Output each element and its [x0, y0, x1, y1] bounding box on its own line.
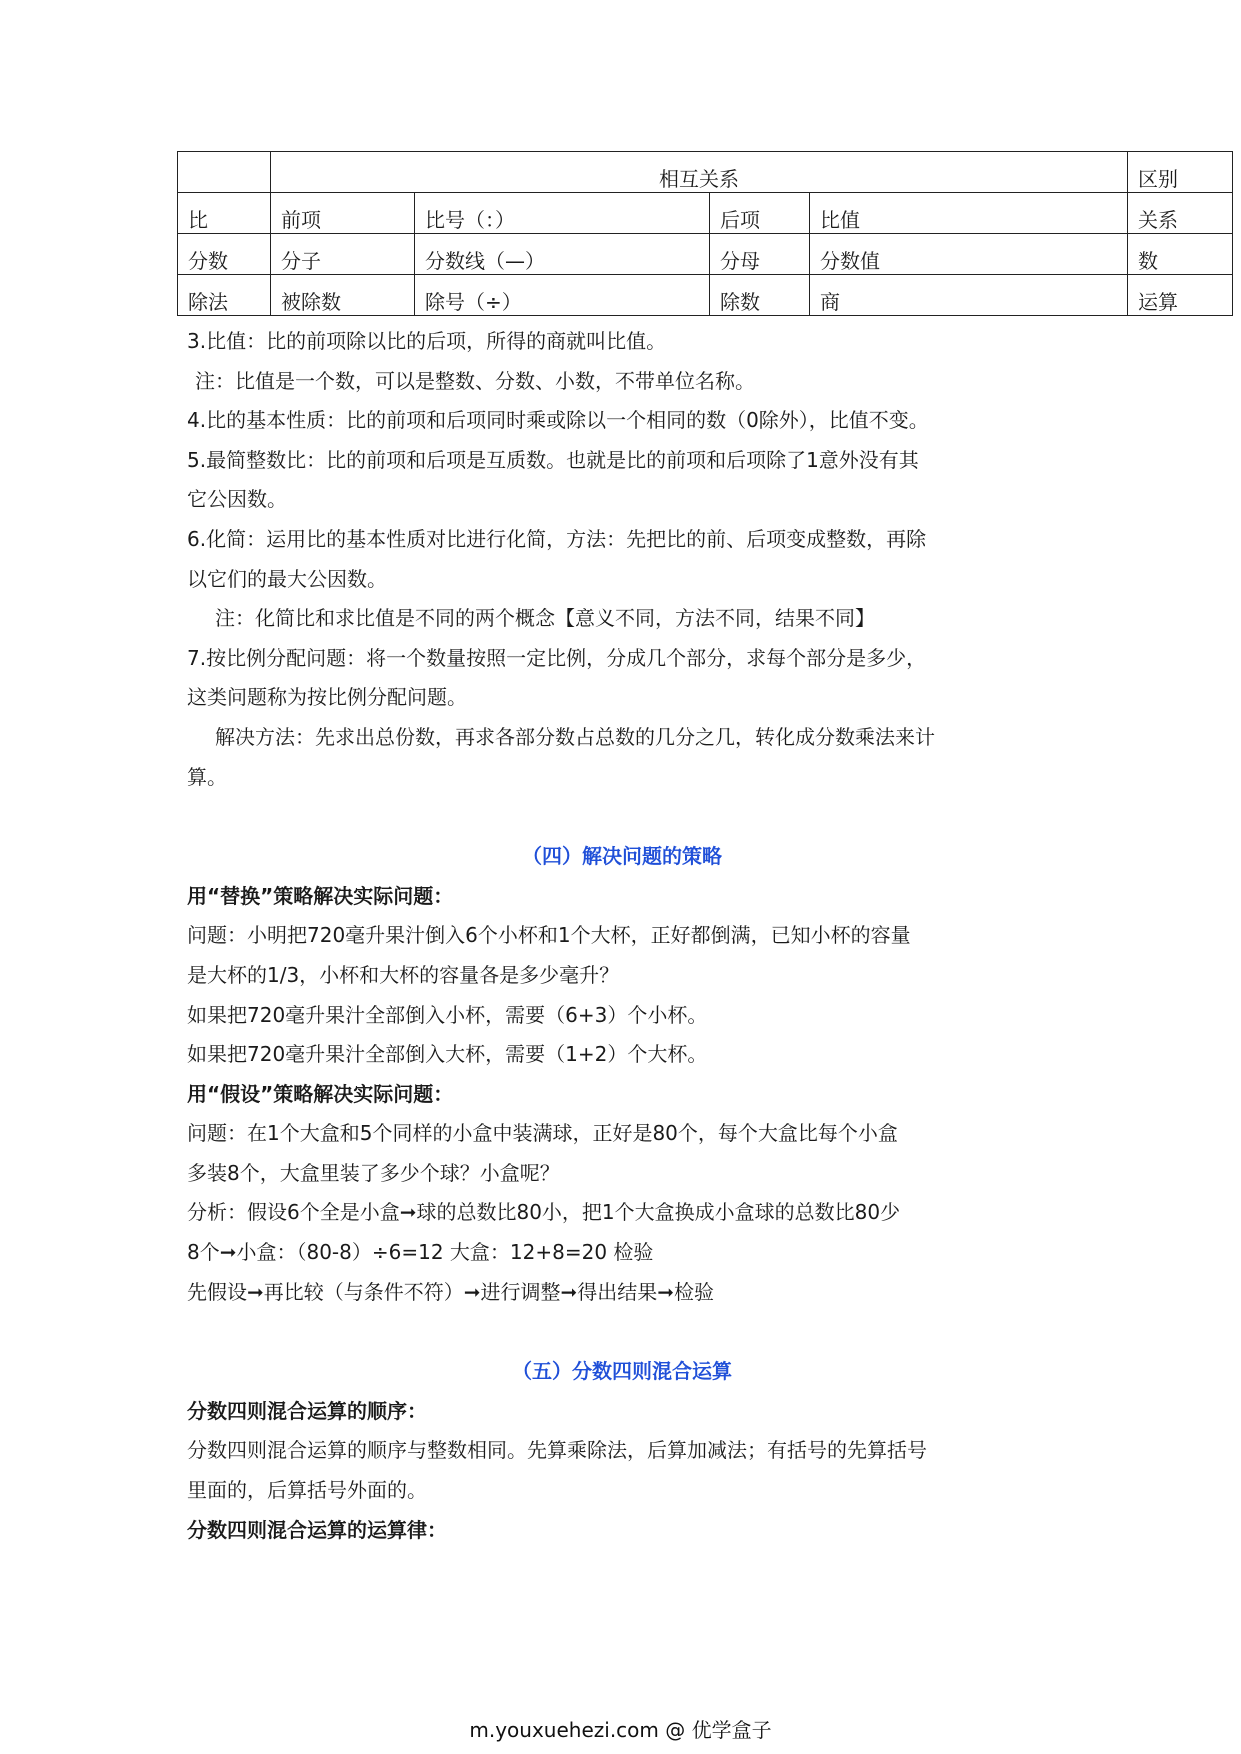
table-cell: 除数	[710, 275, 810, 316]
text-line: 这类问题称为按比例分配问题。	[187, 685, 467, 710]
ratio-relation-table	[177, 151, 1233, 316]
table-row	[178, 275, 1233, 316]
table-row	[178, 234, 1233, 275]
text-line: 6.化简：运用比的基本性质对比进行化简，方法：先把比的前、后项变成整数，再除	[187, 526, 927, 551]
text-line: 算。	[187, 764, 227, 789]
table-cell: 分子	[271, 234, 415, 275]
table-cell: 比	[178, 193, 271, 234]
table-cell: 后项	[710, 193, 810, 234]
document-body	[187, 322, 1057, 1550]
table-header-row	[178, 152, 1233, 193]
table-cell: 除号（÷）	[415, 275, 710, 316]
table-cell: 被除数	[271, 275, 415, 316]
table-cell	[178, 152, 271, 193]
text-line: 是大杯的1/3，小杯和大杯的容量各是多少毫升？	[187, 962, 620, 987]
text-line: 注：化简比和求比值是不同的两个概念【意义不同，方法不同，结果不同】	[215, 606, 875, 631]
table-header-difference: 区别	[1128, 152, 1233, 193]
subheading-order: 分数四则混合运算的顺序：	[187, 1398, 427, 1423]
text-line: 先假设➞再比较（与条件不符）➞进行调整➞得出结果➞检验	[187, 1279, 715, 1304]
text-line: 解决方法：先求出总份数，再求各部分数占总数的几分之几，转化成分数乘法来计	[215, 724, 935, 749]
text-line: 分数四则混合运算的顺序与整数相同。先算乘除法，后算加减法；有括号的先算括号	[187, 1438, 927, 1463]
subheading-assumption: 用“假设”策略解决实际问题：	[187, 1081, 454, 1106]
table-cell: 数	[1128, 234, 1233, 275]
subheading-laws: 分数四则混合运算的运算律：	[187, 1517, 447, 1542]
text-line: 以它们的最大公因数。	[187, 566, 387, 591]
text-line: 7.按比例分配问题：将一个数量按照一定比例，分成几个部分，求每个部分是多少，	[187, 645, 927, 670]
table-cell: 商	[810, 275, 1128, 316]
text-line: 问题：小明把720毫升果汁倒入6个小杯和1个大杯，正好都倒满，已知小杯的容量	[187, 923, 911, 948]
table-cell: 前项	[271, 193, 415, 234]
subheading-replacement: 用“替换”策略解决实际问题：	[187, 883, 454, 908]
section-heading-fraction-operations: （五）分数四则混合运算	[512, 1359, 732, 1384]
table-cell: 分数值	[810, 234, 1128, 275]
table-cell: 比值	[810, 193, 1128, 234]
section-heading-strategies: （四）解决问题的策略	[522, 844, 722, 869]
text-line: 里面的，后算括号外面的。	[187, 1478, 427, 1503]
page-footer: m.youxuehezi.com @ 优学盒子	[469, 1718, 772, 1742]
text-line: 如果把720毫升果汁全部倒入大杯，需要（1+2）个大杯。	[187, 1042, 708, 1067]
table-cell: 除法	[178, 275, 271, 316]
text-line: 3.比值：比的前项除以比的后项，所得的商就叫比值。	[187, 329, 667, 353]
text-line: 问题：在1个大盒和5个同样的小盒中装满球，正好是80个，每个大盒比每个小盒	[187, 1121, 898, 1146]
table-row	[178, 193, 1233, 234]
table-cell: 分母	[710, 234, 810, 275]
text-line: 8个➞小盒：（80-8）÷6=12 大盒：12+8=20 检验	[187, 1240, 654, 1265]
text-line: 如果把720毫升果汁全部倒入小杯，需要（6+3）个小杯。	[187, 1002, 708, 1027]
text-line: 4.比的基本性质：比的前项和后项同时乘或除以一个相同的数（0除外），比值不变。	[187, 408, 929, 433]
table-cell: 分数	[178, 234, 271, 275]
text-line: 分析：假设6个全是小盒➞球的总数比80小，把1个大盒换成小盒球的总数比80少	[187, 1200, 901, 1225]
table-cell: 分数线（—）	[415, 234, 710, 275]
table-header-relation: 相互关系	[271, 152, 1128, 193]
table-cell: 比号（：）	[415, 193, 710, 234]
text-line: 多装8个，大盒里装了多少个球？小盒呢？	[187, 1160, 560, 1185]
text-line: 注：比值是一个数，可以是整数、分数、小数，不带单位名称。	[195, 368, 755, 393]
text-line: 它公因数。	[187, 487, 287, 512]
table-cell: 关系	[1128, 193, 1233, 234]
table-cell: 运算	[1128, 275, 1233, 316]
text-line: 5.最简整数比：比的前项和后项是互质数。也就是比的前项和后项除了1意外没有其	[187, 447, 919, 472]
